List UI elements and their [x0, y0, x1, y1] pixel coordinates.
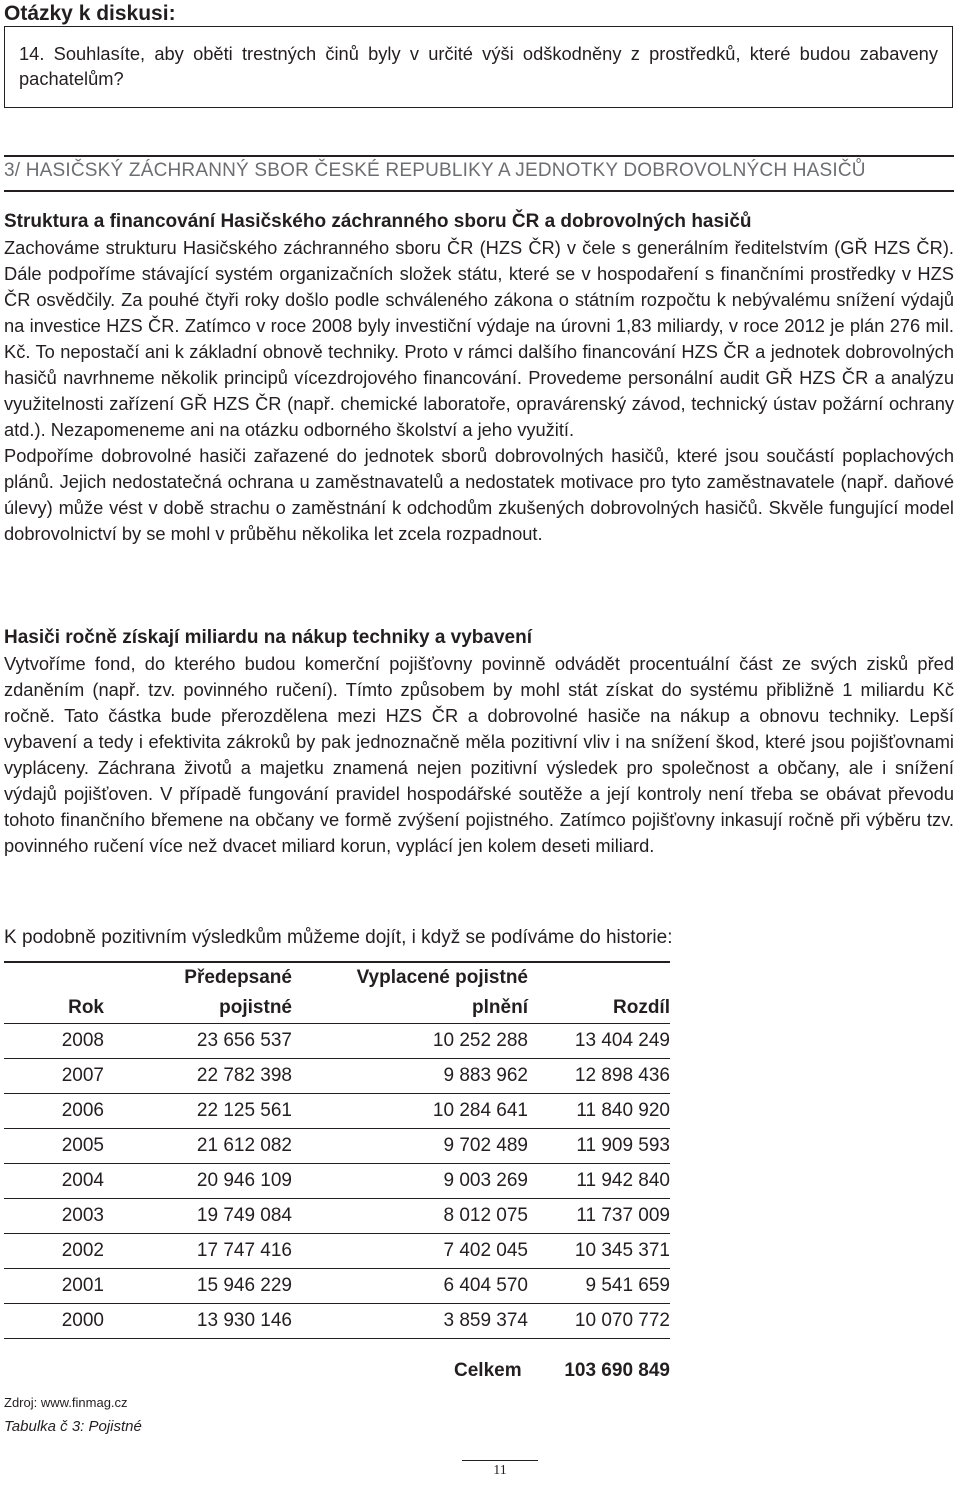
table-cell: 2000: [4, 1304, 104, 1339]
paragraph: Vytvoříme fond, do kterého budou komerční pojišťovny povinně odvádět procentuální část ze svých zisků před zdaněním (např. tzv. povinného ručení). Tímto způsobem by mohl stát získat do systému přibližně 1 miliardu Kč ročně. Tato částka bude přerozdělena mezi HZS ČR a dobrovolné hasiče na nákup a obnovu techniky. Lepší vybavení a tedy i efektivita zákroků by pak jednoznačně měla pozitivní vliv i na snížení škod, které jsou pojišťovnami vypláceny. Záchrana životů a majetku znamená nejen pozitivní výsledek pro společnost a občany, ale i snížení výdajů pojišťoven. V případě fungování pravidel hospodářské soutěže a její kontroly není třeba se obávat převodu tohoto finančního břemene na občany ve formě zvýšení pojistného. Zatímco pojišťovny inkasují ročně při výběru tzv. povinného ručení více než dvacet miliard korun, vyplácí jen kolem deseti miliard.: [4, 653, 954, 856]
table-cell: 12 898 436: [528, 1059, 670, 1094]
paragraph: Zachováme strukturu Hasičského záchranného sboru ČR (HZS ČR) v čele s generálním ředitelstvím (GŘ HZS ČR). Dále podpoříme stávající systém organizačních složek státu, které se v hospodaření s finančními prostředky v HZS ČR osvědčily. Za pouhé čtyři roky došlo podle schváleného zákona o státním rozpočtu k nebývalému snížení výdajů na investice HZS ČR. Zatímco v roce 2008 byly investiční výdaje na úrovni 1,83 miliardy, v roce 2012 je plán 276 mil. Kč. To nepostačí ani k základní obnově techniky. Proto v rámci dalšího financování HZS ČR a jednotek dobrovolných hasičů navrhneme několik principů vícezdrojového financování. Provedeme personální audit GŘ HZS ČR a analýzu využitelnosti zařízení GŘ HZS ČR (např. chemické laboratoře, opravárenský závod, technický ústav požární ochrany atd.). Nezapomeneme ani na otázku odborného školství a jeho využití.: [4, 237, 954, 440]
table-row: [4, 1164, 670, 1199]
table-cell: 2002: [4, 1234, 104, 1269]
table-row: [4, 1234, 670, 1269]
table-cell: 10 252 288: [292, 1024, 528, 1059]
table-cell: 2006: [4, 1094, 104, 1129]
table-cell: 22 125 561: [104, 1094, 292, 1129]
col-header-predepsane-2: pojistné: [219, 997, 292, 1018]
discussion-question-box: [4, 26, 953, 108]
table-cell: 10 284 641: [292, 1094, 528, 1129]
col-header-rok: Rok: [68, 997, 104, 1018]
table-cell: 15 946 229: [104, 1269, 292, 1304]
table-cell: 21 612 082: [104, 1129, 292, 1164]
table-cell: 11 909 593: [528, 1129, 670, 1164]
table-cell: 9 883 962: [292, 1059, 528, 1094]
table-cell: 9 003 269: [292, 1164, 528, 1199]
table-cell: 2001: [4, 1269, 104, 1304]
col-header-vyplacene-2: plnění: [472, 997, 528, 1018]
table-row: [4, 1094, 670, 1129]
section-heading: 3/ HASIČSKÝ ZÁCHRANNÝ SBOR ČESKÉ REPUBLIKY A JEDNOTKY DOBROVOLNÝCH HASIČŮ: [4, 160, 866, 181]
table-cell: 11 840 920: [528, 1094, 670, 1129]
subsection-funding: [4, 625, 954, 859]
table-cell: 3 859 374: [292, 1304, 528, 1339]
subsection-title: Struktura a financování Hasičského záchranného sboru ČR a dobrovolných hasičů: [4, 211, 752, 232]
table-cell: 2008: [4, 1024, 104, 1059]
table-row: [4, 1059, 670, 1094]
section-top-rule: [4, 155, 954, 157]
table-cell: 17 747 416: [104, 1234, 292, 1269]
table-caption: Tabulka č 3: Pojistné: [4, 1418, 142, 1435]
table-cell: 8 012 075: [292, 1199, 528, 1234]
total-label: Celkem: [454, 1360, 522, 1381]
table-cell: 2004: [4, 1164, 104, 1199]
discussion-question: 14. Souhlasíte, aby oběti trestných činů byly v určité výši odškodněny z prostředků, které budou zabaveny pachatelům?: [19, 43, 938, 89]
page-number: 11: [493, 1463, 507, 1478]
table-cell: 6 404 570: [292, 1269, 528, 1304]
table-cell: 19 749 084: [104, 1199, 292, 1234]
paragraph: Podpoříme dobrovolné hasiči zařazené do jednotek sborů dobrovolných hasičů, které jsou součástí poplachových plánů. Jejich nedostatečná ochrana u zaměstnavatelů a nedostatek motivace pro tyto zaměstnavatele (např. daňové úlevy) může vést v době strachu o zaměstnání k odchodům zkušených dobrovolných hasičů. Skvěle fungující model dobrovolnictví by se mohl v průběhu několika let zcela rozpadnout.: [4, 445, 954, 544]
table-row: [4, 1129, 670, 1164]
table-cell: 20 946 109: [104, 1164, 292, 1199]
table-cell: 10 070 772: [528, 1304, 670, 1339]
table-cell: 13 404 249: [528, 1024, 670, 1059]
table-cell: 13 930 146: [104, 1304, 292, 1339]
table-cell: 2003: [4, 1199, 104, 1234]
table-cell: 2007: [4, 1059, 104, 1094]
total-value: 103 690 849: [564, 1360, 670, 1381]
subsection-title: Hasiči ročně získají miliardu na nákup techniky a vybavení: [4, 627, 532, 648]
col-header-rozdil: Rozdíl: [613, 997, 670, 1018]
table-cell: 2005: [4, 1129, 104, 1164]
section-bottom-rule: [4, 190, 954, 192]
subsection-structure: [4, 209, 954, 547]
discussion-heading: Otázky k diskusi:: [4, 2, 176, 25]
table-cell: 9 541 659: [528, 1269, 670, 1304]
col-header-predepsane-1: Předepsané: [184, 967, 292, 988]
table-cell: 7 402 045: [292, 1234, 528, 1269]
table-cell: 22 782 398: [104, 1059, 292, 1094]
table-cell: 10 345 371: [528, 1234, 670, 1269]
table-row: [4, 1269, 670, 1304]
insurance-table: [4, 963, 670, 1339]
table-cell: 11 942 840: [528, 1164, 670, 1199]
page-number-rule: [462, 1460, 538, 1461]
table-row: [4, 1199, 670, 1234]
table-row: [4, 1024, 670, 1059]
history-intro: K podobně pozitivním výsledkům můžeme dojít, i když se podíváme do historie:: [4, 927, 673, 948]
table-cell: 11 737 009: [528, 1199, 670, 1234]
table-row: [4, 1304, 670, 1339]
col-header-vyplacene-1: Vyplacené pojistné: [356, 967, 528, 988]
table-cell: 23 656 537: [104, 1024, 292, 1059]
table-source: Zdroj: www.finmag.cz: [4, 1395, 128, 1410]
table-cell: 9 702 489: [292, 1129, 528, 1164]
